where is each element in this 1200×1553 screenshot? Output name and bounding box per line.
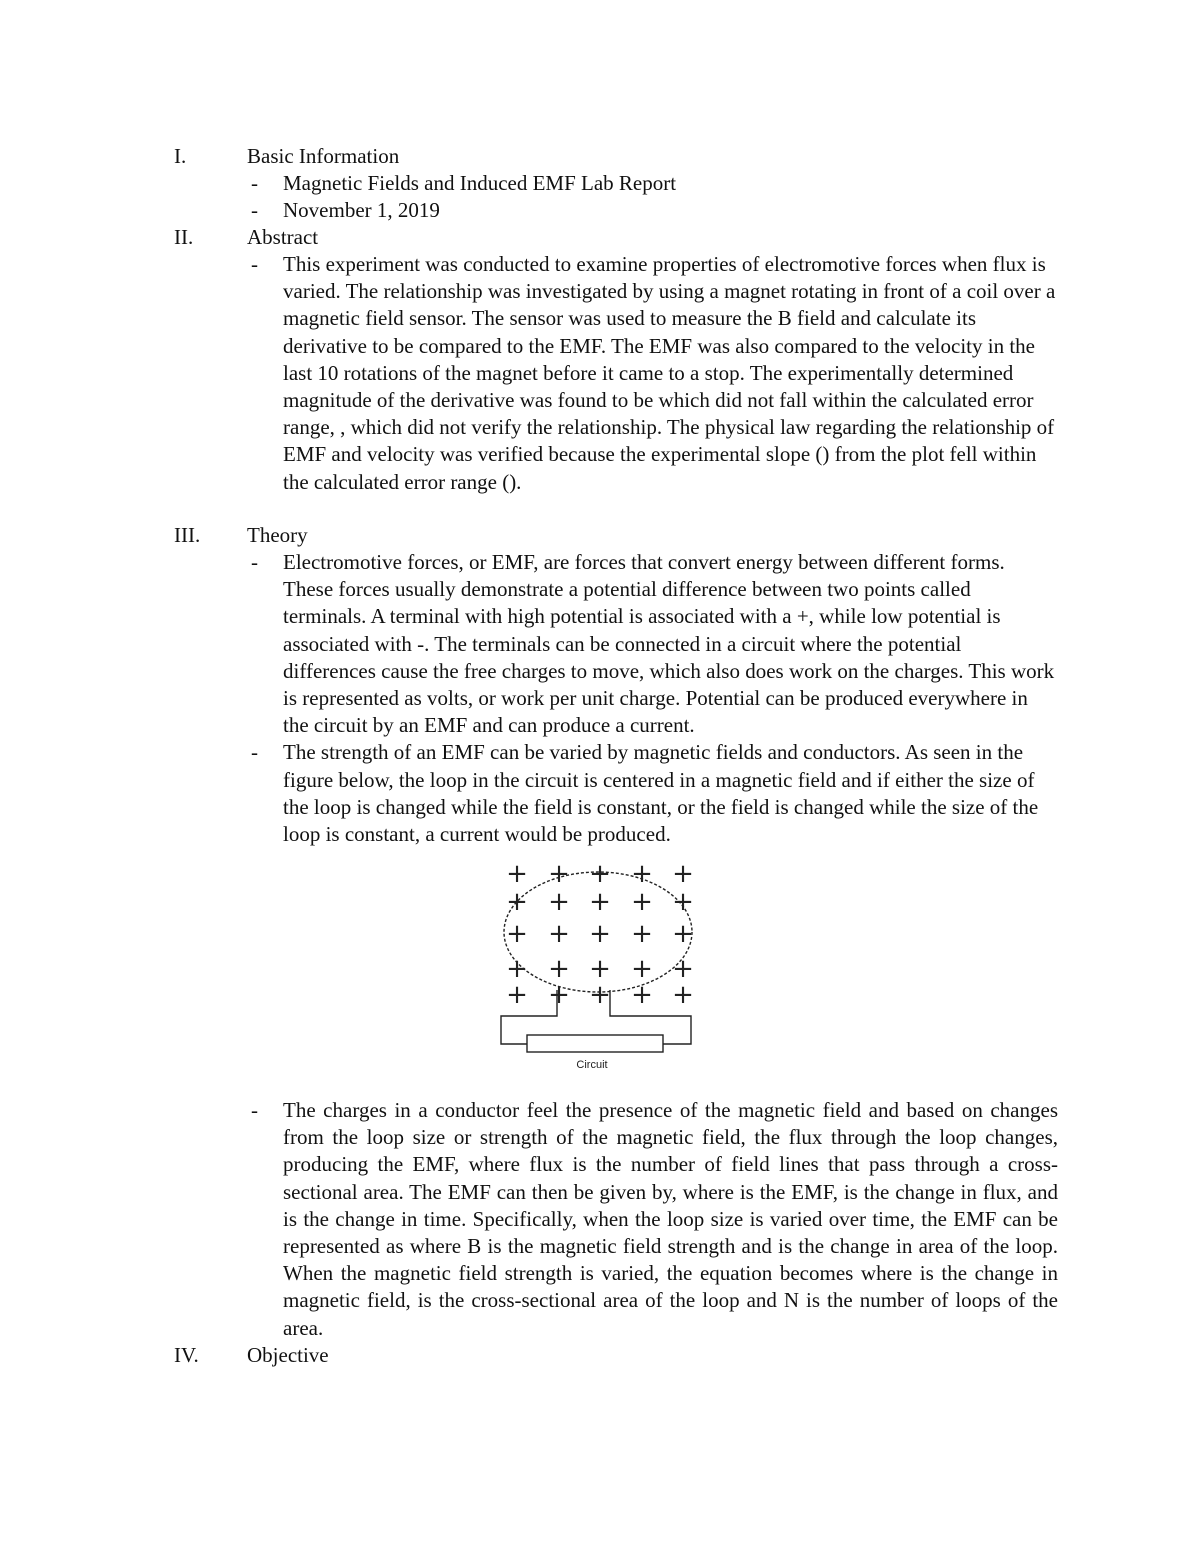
field-plus-mark: +: [589, 980, 611, 1010]
figure-caption: Circuit: [576, 1059, 608, 1071]
section-items: [0, 170, 1200, 224]
field-plus-mark: +: [672, 954, 694, 984]
field-plus-mark: +: [548, 859, 570, 889]
field-plus-mark: +: [672, 887, 694, 917]
field-plus-mark: +: [548, 887, 570, 917]
item-text: This experiment was conducted to examine properties of electromotive forces when flux is varied. The relationship was investigated by using a magnet rotating in front of a coil over a magnetic field sensor. The sensor was used to measure the B field and calculate its derivative to be compared to the EMF. The EMF was also compared to the velocity in the last 10 rotations of the magnet before it came to a stop. The experimentally determined magnitude of the derivative was found to be which did not fall within the calculated error range, , which did not verify the relationship. The physical law regarding the relationship of EMF and velocity was verified because the experimental slope () from the plot fell within the calculated error range ().: [283, 252, 1056, 494]
field-plus-mark: +: [506, 954, 528, 984]
section-heading: Basic Information: [247, 144, 400, 168]
resistor: [527, 1035, 663, 1052]
section-items: [0, 251, 1200, 496]
bullet-dash: -: [251, 550, 258, 574]
section-items: [0, 1097, 1200, 1342]
list-item: [0, 251, 1058, 496]
list-item: [0, 197, 1058, 224]
list-item: [0, 170, 1058, 197]
list-item: [0, 1097, 1058, 1342]
bullet-dash: -: [251, 740, 258, 765]
field-plus-mark: +: [589, 859, 611, 889]
field-plus-mark: +: [506, 887, 528, 917]
magnetic-field-marks: [506, 859, 694, 1010]
section-numeral: IV.: [174, 1343, 199, 1367]
field-plus-mark: +: [631, 954, 653, 984]
item-text: Electromotive forces, or EMF, are forces that convert energy between different forms. These forces usually demonstrate a potential difference between two points called terminals. A terminal with high potential is associated with a +, while low potential is associated with -. The terminals can be connected in a circuit where the potential differences cause the free charges to move, which also does work on the charges. This work is represented as volts, or work per unit charge. Potential can be produced everywhere in the circuit by an EMF and can produce a current.: [283, 550, 1055, 738]
field-plus-mark: +: [589, 954, 611, 984]
field-plus-mark: +: [548, 919, 570, 949]
section-heading: Abstract: [247, 225, 319, 249]
section-numeral: II.: [174, 225, 194, 249]
list-item: [0, 549, 1058, 739]
field-plus-mark: +: [631, 887, 653, 917]
list-item: [0, 739, 1058, 848]
bullet-dash: -: [251, 171, 258, 195]
field-plus-mark: +: [506, 980, 528, 1010]
field-plus-mark: +: [506, 859, 528, 889]
field-plus-mark: +: [631, 980, 653, 1010]
field-plus-mark: +: [672, 919, 694, 949]
item-text: The charges in a conductor feel the presence of the magnetic field and based on changes from the loop size or strength of the magnetic field, the flux through the loop changes, producing the EMF, where flux is the number of field lines that pass through a cross-sectional area. The EMF can then be given by, where is the EMF, is the change in flux, and is the change in time. Specifically, when the loop size is varied over time, the EMF can be represented as where B is the magnetic field strength and is the change in area of the loop. When the magnetic field strength is varied, the equation becomes where is the change in magnetic field, is the cross-sectional area of the loop and N is the number of loops of the area.: [283, 1098, 1058, 1340]
item-text: Magnetic Fields and Induced EMF Lab Report: [283, 171, 677, 195]
field-plus-mark: +: [548, 980, 570, 1010]
field-plus-mark: +: [589, 919, 611, 949]
section-numeral: III.: [174, 523, 201, 547]
field-plus-mark: +: [506, 919, 528, 949]
section-heading: Objective: [247, 1343, 329, 1367]
field-plus-mark: +: [548, 954, 570, 984]
bullet-dash: -: [251, 252, 258, 276]
item-text: The strength of an EMF can be varied by magnetic fields and conductors. As seen in the figure below, the loop in the circuit is centered in a magnetic field and if either the size of the loop is changed while the field is constant, or the field is changed while the size of the loop is constant, a current would be produced.: [283, 740, 1039, 847]
bullet-dash: -: [251, 198, 258, 223]
field-plus-mark: +: [589, 887, 611, 917]
field-plus-mark: +: [631, 919, 653, 949]
bullet-dash: -: [251, 1098, 258, 1122]
loop-in-field-figure: [497, 856, 707, 1076]
field-plus-mark: +: [672, 859, 694, 889]
field-plus-mark: +: [631, 859, 653, 889]
item-text: November 1, 2019: [283, 198, 440, 223]
field-plus-mark: +: [672, 980, 694, 1010]
section-numeral: I.: [174, 144, 187, 168]
section-heading: Theory: [247, 523, 308, 547]
section-items: [0, 549, 1200, 848]
